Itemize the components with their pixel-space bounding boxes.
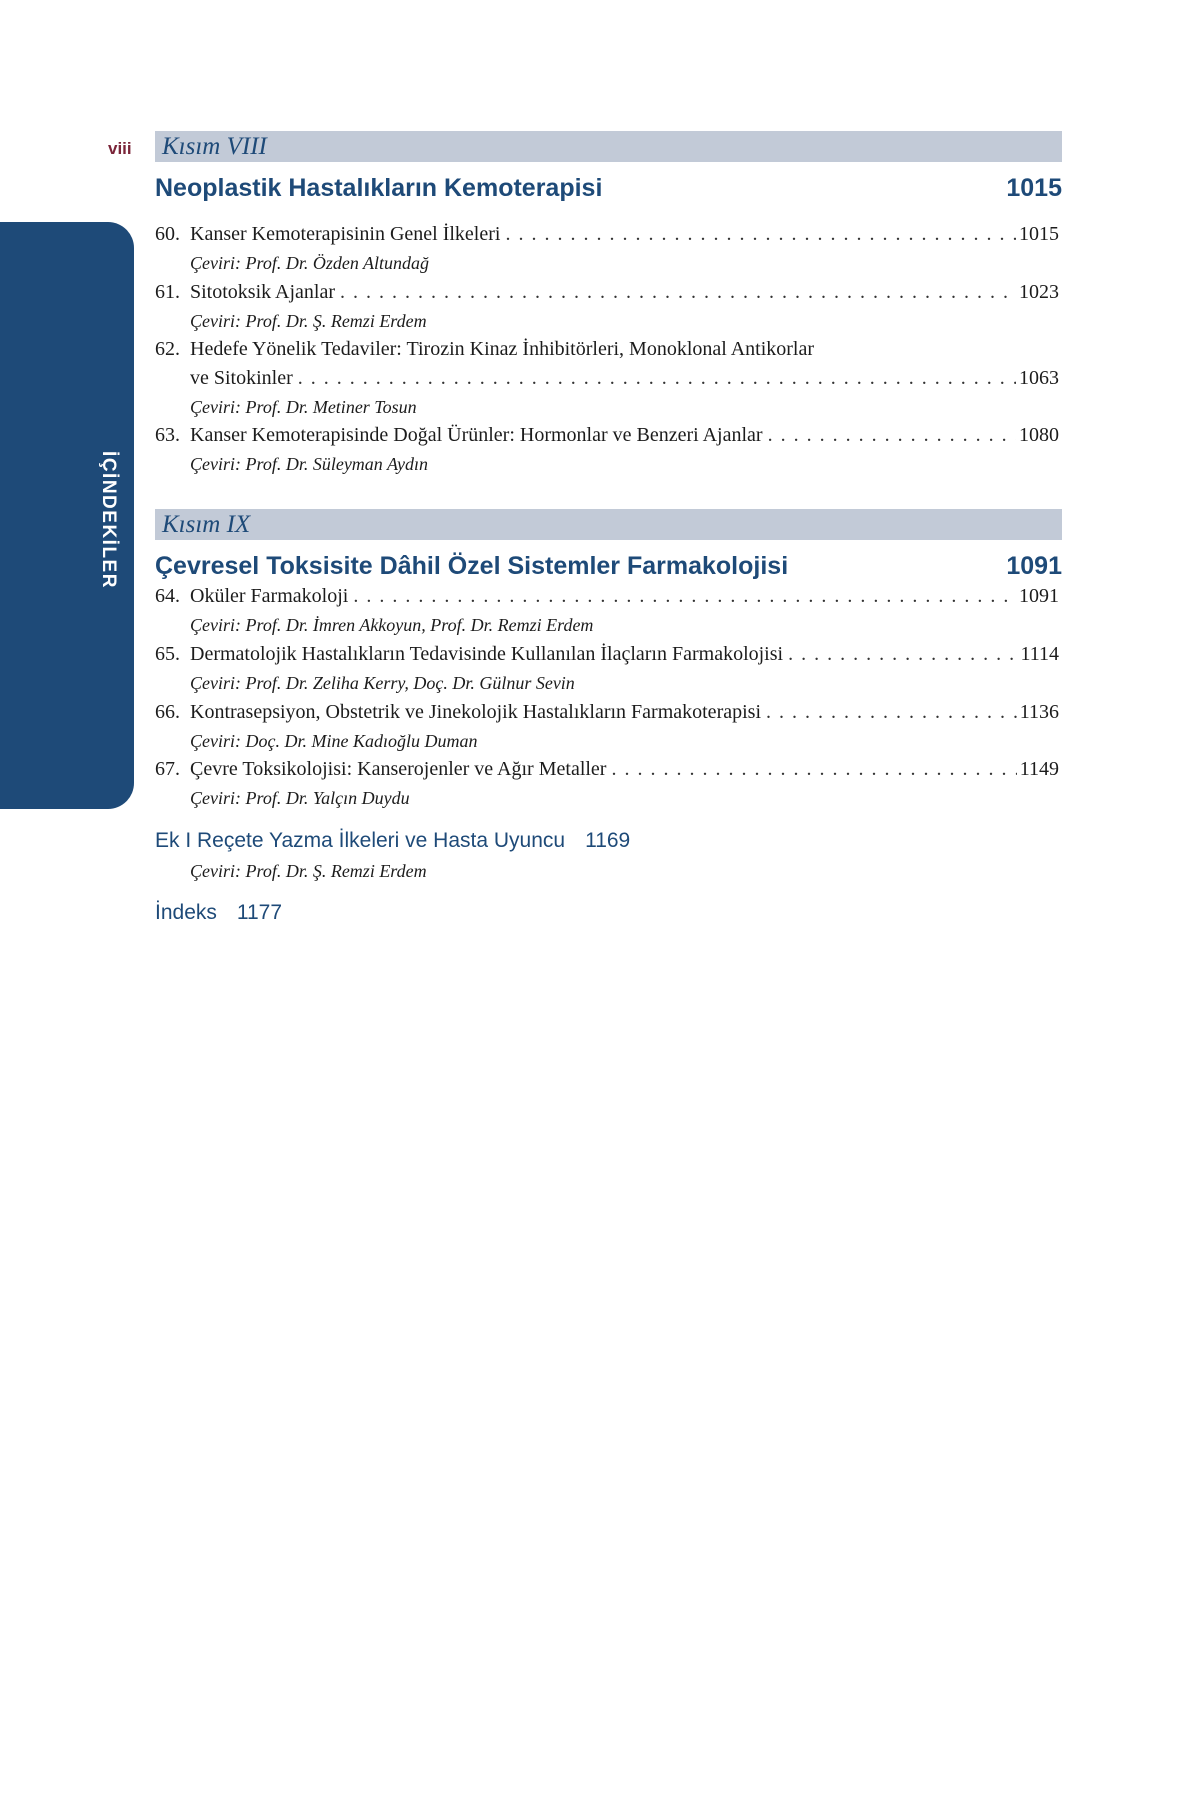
chapter-page: 1063 bbox=[1019, 367, 1059, 389]
part-title bbox=[155, 172, 1062, 204]
part-title-text: Neoplastik Hastalıkların Kemoterapisi bbox=[155, 174, 603, 202]
chapter-page: 1015 bbox=[1019, 223, 1059, 245]
appendix-entry bbox=[155, 828, 630, 854]
translator-line: Çeviri: Prof. Dr. Yalçın Duydu bbox=[190, 788, 410, 808]
part-title-page: 1091 bbox=[1006, 552, 1062, 580]
part-title-page: 1015 bbox=[1006, 174, 1062, 202]
toc-entry bbox=[155, 584, 1059, 608]
chapter-number: 61. bbox=[155, 281, 180, 303]
dot-leader bbox=[340, 280, 1016, 304]
toc-entry bbox=[155, 222, 1059, 246]
dot-leader bbox=[611, 757, 1016, 781]
appendix-page: 1169 bbox=[585, 829, 631, 852]
dot-leader bbox=[298, 366, 1016, 390]
dot-leader bbox=[768, 423, 1016, 447]
chapter-page: 1023 bbox=[1019, 281, 1059, 303]
chapter-page: 1091 bbox=[1019, 585, 1059, 607]
translator-line: Çeviri: Doç. Dr. Mine Kadıoğlu Duman bbox=[190, 731, 478, 751]
chapter-number: 60. bbox=[155, 223, 180, 245]
toc-entry bbox=[155, 642, 1059, 666]
chapter-number: 62. bbox=[155, 338, 180, 360]
chapter-title: Kontrasepsiyon, Obstetrik ve Jinekolojik Hastalıkların Farmakoterapisi bbox=[190, 701, 761, 723]
chapter-page: 1149 bbox=[1019, 758, 1059, 780]
side-tab-label: İÇİNDEKİLER bbox=[98, 451, 119, 589]
translator-line: Çeviri: Prof. Dr. Özden Altundağ bbox=[190, 253, 429, 273]
chapter-title: Kanser Kemoterapisinin Genel İlkeleri bbox=[190, 223, 501, 245]
chapter-title: Kanser Kemoterapisinde Doğal Ürünler: Hormonlar ve Benzeri Ajanlar bbox=[190, 424, 763, 446]
index-entry bbox=[155, 900, 282, 926]
chapter-number: 65. bbox=[155, 643, 180, 665]
chapter-page: 1136 bbox=[1019, 701, 1059, 723]
chapter-page: 1080 bbox=[1019, 424, 1059, 446]
translator-line: Çeviri: Prof. Dr. Zeliha Kerry, Doç. Dr. Gülnur Sevin bbox=[190, 673, 575, 693]
chapter-title: Sitotoksik Ajanlar bbox=[190, 281, 335, 303]
chapter-number: 64. bbox=[155, 585, 180, 607]
chapter-number: 63. bbox=[155, 424, 180, 446]
part-band: Kısım IX bbox=[155, 509, 1062, 540]
chapter-title: Dermatolojik Hastalıkların Tedavisinde Kullanılan İlaçların Farmakolojisi bbox=[190, 643, 784, 665]
translator-line: Çeviri: Prof. Dr. Süleyman Aydın bbox=[190, 454, 428, 474]
translator-line: Çeviri: Prof. Dr. Metiner Tosun bbox=[190, 397, 417, 417]
toc-entry bbox=[155, 280, 1059, 304]
toc-entry bbox=[155, 423, 1059, 447]
index-page: 1177 bbox=[236, 901, 283, 924]
toc-entry bbox=[155, 757, 1059, 781]
chapter-page: 1114 bbox=[1020, 643, 1059, 665]
chapter-title-line: Hedefe Yönelik Tedaviler: Tirozin Kinaz İnhibitörleri, Monoklonal Antikorlar bbox=[190, 338, 815, 360]
page-number: viii bbox=[108, 139, 132, 158]
dot-leader bbox=[505, 222, 1016, 246]
chapter-title: Çevre Toksikolojisi: Kanserojenler ve Ağır Metaller bbox=[190, 758, 607, 780]
dot-leader bbox=[353, 584, 1016, 608]
toc-entry bbox=[155, 700, 1059, 724]
part-title bbox=[155, 550, 1062, 582]
translator-line: Çeviri: Prof. Dr. İmren Akkoyun, Prof. Dr. Remzi Erdem bbox=[190, 615, 594, 635]
dot-leader bbox=[788, 642, 1017, 666]
appendix-title: Ek I Reçete Yazma İlkeleri ve Hasta Uyuncu bbox=[155, 829, 566, 852]
chapter-number: 66. bbox=[155, 701, 180, 723]
translator-line: Çeviri: Prof. Dr. Ş. Remzi Erdem bbox=[190, 861, 427, 881]
part-band: Kısım VIII bbox=[155, 131, 1062, 162]
chapter-title: ve Sitokinler bbox=[190, 367, 293, 389]
toc-entry bbox=[155, 366, 1059, 390]
translator-line: Çeviri: Prof. Dr. Ş. Remzi Erdem bbox=[190, 311, 427, 331]
index-title: İndeks bbox=[155, 901, 217, 924]
dot-leader bbox=[766, 700, 1017, 724]
part-title-text: Çevresel Toksisite Dâhil Özel Sistemler Farmakolojisi bbox=[155, 552, 789, 580]
chapter-number: 67. bbox=[155, 758, 180, 780]
chapter-title: Oküler Farmakoloji bbox=[190, 585, 349, 607]
